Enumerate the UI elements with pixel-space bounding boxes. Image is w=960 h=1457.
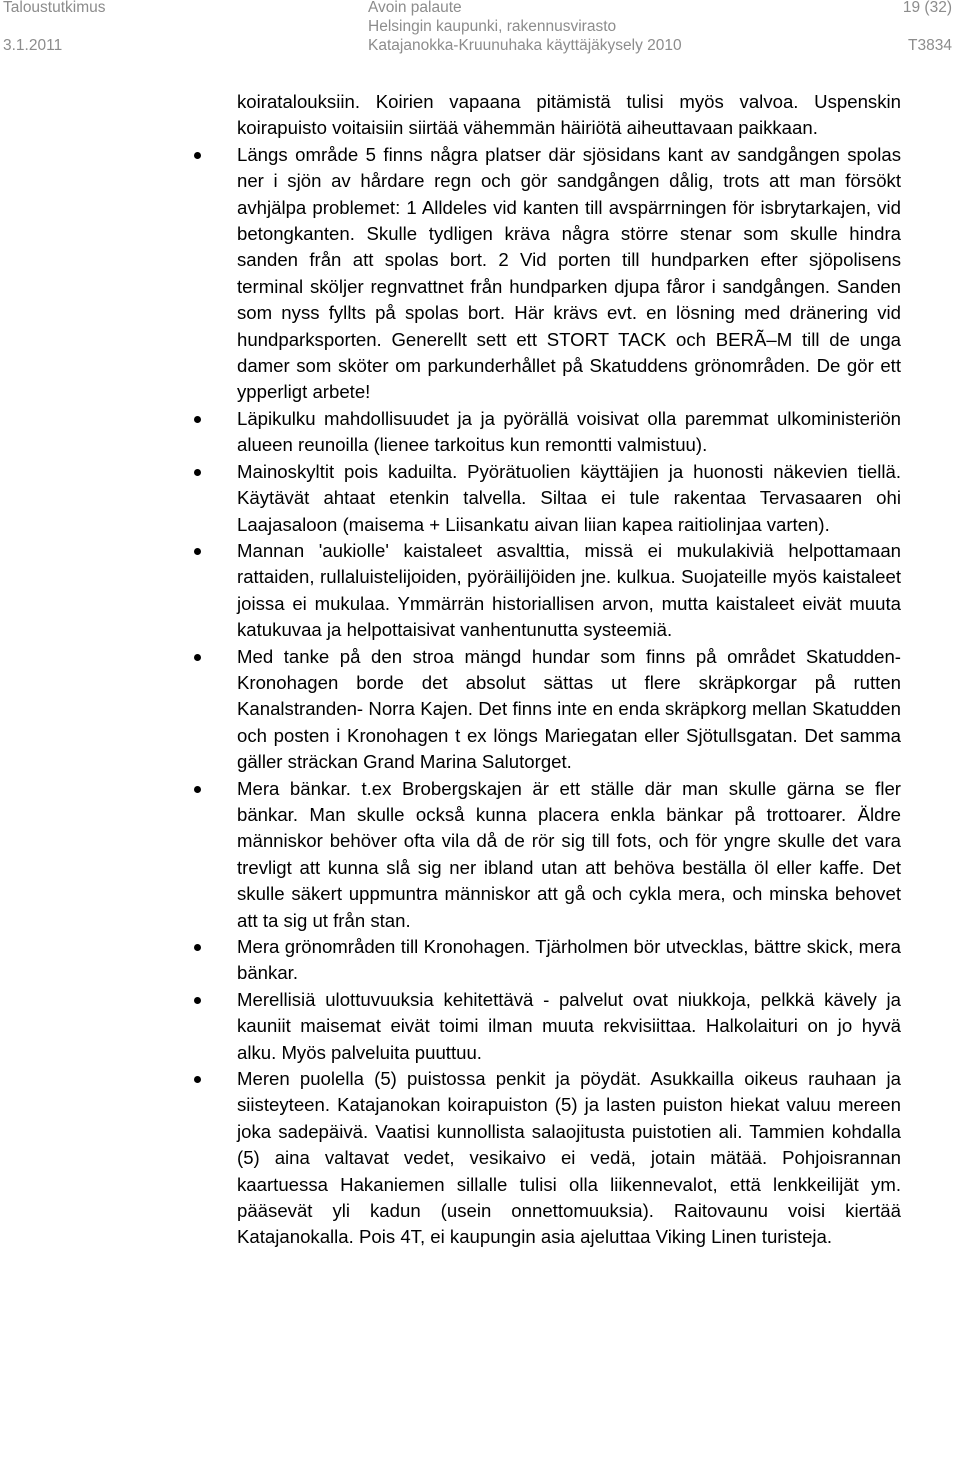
list-item-text: Mainoskyltit pois kaduilta. Pyörätuolien käyttäjien ja huonosti näkevien tiellä. Käytävät ahtaat etenkin talvella. Siltaa ei tule rakentaa Tervasaaren ohi Laajasaloon (maisema + Liisankatu aivan liian kapea raitiolinjaa varten). (237, 460, 901, 535)
list-item-text: Läpikulku mahdollisuudet ja ja pyörällä voisivat olla paremmat ulkoministeriön alueen reunoilla (lienee tarkoitus kun remontti valmistuu). (237, 407, 901, 456)
page-header (0, 0, 960, 62)
list-item (193, 406, 901, 459)
document-body (193, 89, 901, 1251)
bullet-icon (194, 416, 201, 423)
list-item (193, 776, 901, 934)
bullet-icon (194, 152, 201, 159)
continuation-paragraph: koiratalouksiin. Koirien vapaana pitämistä tulisi myös valvoa. Uspenskin koirapuisto voitaisiin siirtää vähemmän häiriötä aiheuttavaan paikkaan. (237, 91, 901, 139)
header-date: 3.1.2011 (3, 37, 63, 54)
bullet-icon (194, 1076, 201, 1083)
header-section: Avoin palaute (368, 0, 462, 16)
list-item (193, 538, 901, 644)
bullet-icon (194, 997, 201, 1004)
header-client: Helsingin kaupunki, rakennusvirasto (368, 18, 617, 35)
list-item (193, 1066, 901, 1251)
bullet-icon (194, 548, 201, 555)
list-item (193, 987, 901, 1066)
list-item-text: Meren puolella (5) puistossa penkit ja pöydät. Asukkailla oikeus rauhaan ja siisteyteen. Katajanokan koirapuiston (5) ja lasten puiston hiekat valuu mereen joka sadepäivä. Vaatisi kunnollista salaojitusta puistotien ali. Tammien kohdalla (5) aina valtavat vedet, vesikaivo ei vedä, jotain mätää. Pohjoisrannan kaartuessa Hakaniemen sillalle tulisi olla liikennevalot, että lenkkeilijät ym. pääsevät yli kadun (usein onnettomuuksia). Raitovaunu voisi kiertää Katajanokalla. Pois 4T, ei kaupungin asia ajeluttaa Viking Linen turisteja. (237, 1068, 901, 1248)
list-item-text: Mera grönområden till Kronohagen. Tjärholmen bör utvecklas, bättre skick, mera bänkar. (237, 936, 901, 984)
bullet-icon (194, 654, 201, 661)
list-item (193, 142, 901, 406)
feedback-list (193, 142, 901, 1251)
header-left (3, 0, 106, 55)
header-right (903, 0, 952, 55)
bullet-icon (194, 786, 201, 793)
list-item (193, 459, 901, 538)
header-company: Taloustutkimus (3, 0, 106, 16)
bullet-icon (194, 944, 201, 951)
list-item-text: Mannan 'aukiolle' kaistaleet asvalttia, missä ei mukulakiviä helpottamaan rattaiden, rullaluistelijoiden, pyöräilijöiden jne. kulkua. Suojateille myös kaistaleet joissa ei mukulaa. Ymmärrän historiallisen arvon, mutta kaistaleet eivät muuta katukuvaa ja helpottaisivat vanhentunutta systeemiä. (237, 539, 901, 641)
bullet-icon (194, 469, 201, 476)
list-item-text: Merellisiä ulottuvuuksia kehitettävä - palvelut ovat niukkoja, pelkkä kävely ja kauniit maisemat eivät toimi ilman muuta rekvisiittaa. Halkolaituri on jo hyvä alku. Myös palveluita puuttuu. (237, 988, 901, 1063)
list-item-text: Med tanke på den stroa mängd hundar som finns på området Skatudden- Kronohagen borde det absolut sättas ut flere skräpkorgar på rutten Kanalstranden- Norra Kajen. Det finns inte en enda skräpkorg mellan Skatudden och posten i Kronohagen t ex löngs Mariegatan eller Sjötullsgatan. Det samma gäller sträckan Grand Marina Salutorget. (237, 645, 901, 773)
list-item (193, 644, 901, 776)
header-survey: Katajanokka-Kruunuhaka käyttäjäkysely 2010 (368, 37, 682, 54)
list-item-text: Mera bänkar. t.ex Brobergskajen är ett ställe där man skulle gärna se fler bänkar. Man skulle också kunna placera enkla bänkar på trottoarer. Äldre människor behöver ofta vila då de rör sig till fots, och för yngre skulle det vara trevligt att kunna slå sig ner ibland utan att behöva beställa öl eller kaffe. Det skulle säkert uppmuntra människor att gå och cykla mera, och minska behovet att ta sig ut från stan. (237, 777, 901, 931)
header-project-code: T3834 (908, 37, 952, 54)
header-center (368, 0, 682, 55)
header-page-number: 19 (32) (902, 0, 952, 16)
list-item (193, 934, 901, 987)
list-item-text: Längs område 5 finns några platser där sjösidans kant av sandgången spolas ner i sjön av hårdare regn och gör sandgången dålig, trots att man försökt avhjälpa problemet: 1 Alldeles vid kanten till avspärrningen för isbrytarkajen, vid betongkanten. Skulle tydligen kräva några större stenar som skulle hindra sanden från att spolas bort. 2 Vid porten till hundparken efter sjöpolisens terminal sköljer regnvattnet från hundparken djupa fåror i sandgången. Sanden som nyss fyllts på spolas bort. Här krävs evt. en lösning med dränering vid hundparksporten. Generellt sett ett STORT TACK och BERÃ–M till de unga damer som sköter om parkunderhållet på Skatuddens grönområden. De gör ett ypperligt arbete! (237, 143, 901, 403)
